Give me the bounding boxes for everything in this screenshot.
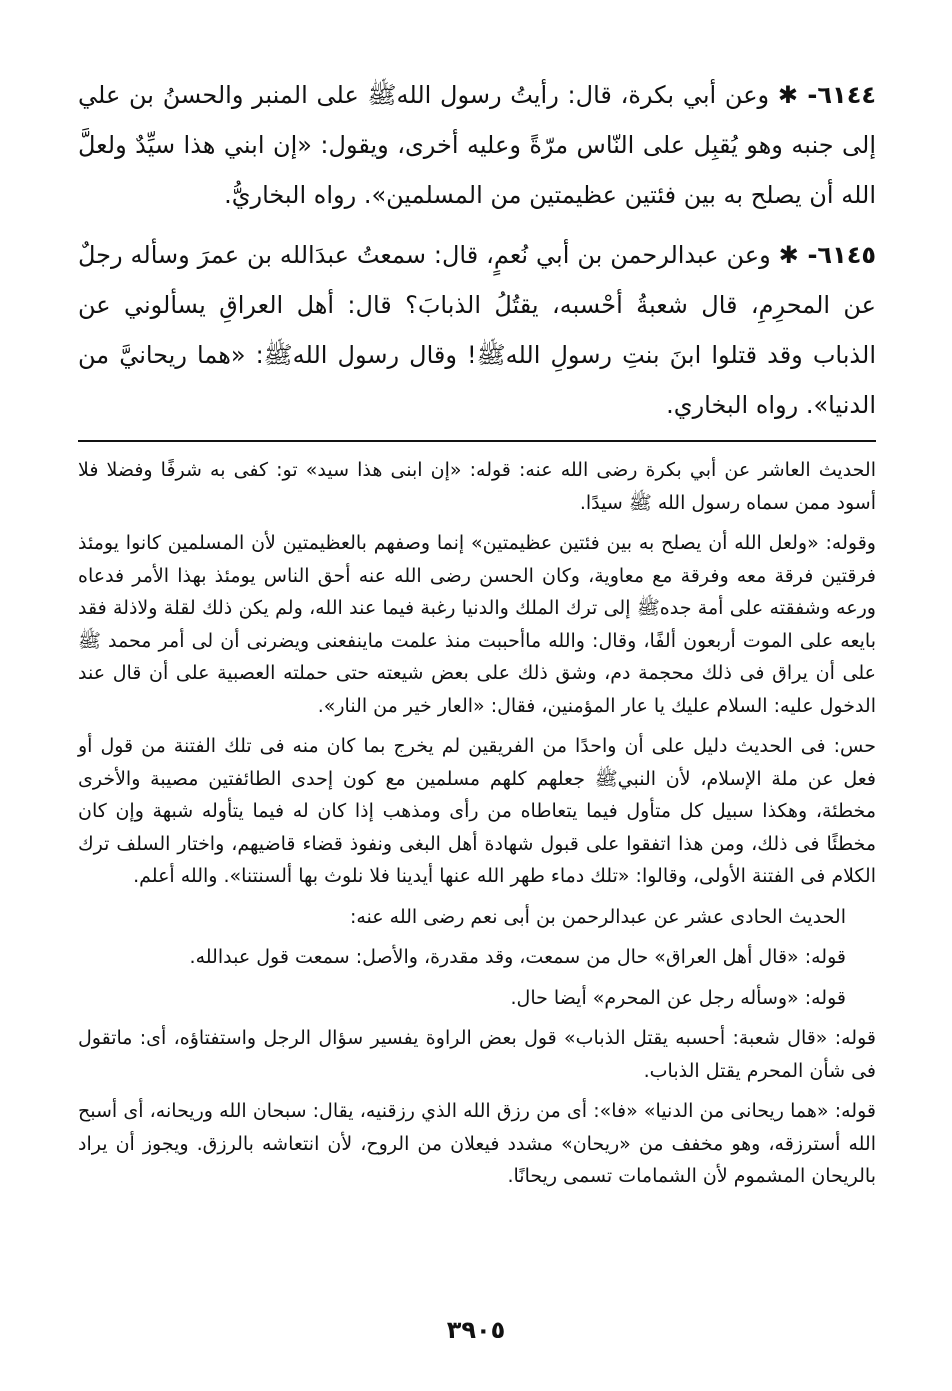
commentary-paragraph: وقوله: «ولعل الله أن يصلح به بين فئتين عظيمتين» إنما وصفهم بالعظيمتين لأن المسلمين كانوا يومئذ فرقتين فرقة معه وفرقة مع معاوية، وكان الحسن رضى الله عنه أحق الناس يومئذ بهذا الأمر فدعاه ورعه وشفقته على أمة جدهﷺ إلى ترك الملك والدنيا رغبة فيما عند الله، ولم يكن ذلك لقلة ولاذلة فقد بايعه على الموت أربعون ألفًا، وقال: والله ماأحببت منذ علمت ماينفعنى ويضرنى أن لى أمر محمد ﷺ على أن يراق فى ذلك محجمة دم، وشق ذلك على بعض شيعته حتى حملته العصبية على أن قال عند الدخول عليه: السلام عليك يا عار المؤمنين، فقال: «العار خير من النار».	[78, 532, 876, 717]
hadith-text: وعن عبدالرحمن بن أبي نُعمٍ، قال: سمعتُ عبدَالله بن عمرَ وسأله رجلٌ عن المحرِمِ، قال شعبةُ أحْسبه، يقتُلُ الذبابَ؟ قال: أهل العراقِ يسألوني عن الذباب وقد قتلوا ابنَ بنتِ رسولِ اللهﷺ! وقال رسول اللهﷺ: «هما ريحانيَّ من الدنيا». رواه البخاري.	[78, 241, 876, 419]
document-page	[78, 70, 876, 1201]
commentary-paragraph: الحديث الحادى عشر عن عبدالرحمن بن أبى نعم رضى الله عنه:	[349, 905, 846, 928]
commentary-paragraph: الحديث العاشر عن أبي بكرة رضى الله عنه: قوله: «إن ابنى هذا سيد» تو: كفى به شرفًا وفضلا فلا أسود ممن سماه رسول الله ﷺ سيدًا.	[78, 459, 876, 514]
commentary-section	[78, 454, 876, 1193]
commentary-paragraph: قوله: «قال شعبة: أحسبه يقتل الذباب» قول بعض الراوة يفسير سؤال الرجل واستفتاؤه، أى: ماتقول فى شأن المحرم يقتل الذباب.	[78, 1027, 876, 1082]
section-divider	[78, 440, 876, 442]
hadith-6144	[78, 70, 876, 220]
commentary-paragraph: قوله: «هما ريحانى من الدنيا» «فا»: أى من رزق الله الذي رزقنيه، يقال: سبحان الله وريحانه، أى أسبح الله أسترزقه، وهو مخفف من «ريحان» مشدد فيعلان من الروح، لأن انتعاشه بالرزق. ويجوز أن يراد بالريحان المشموم لأن الشمامات تسمى ريحانًا.	[78, 1100, 876, 1187]
commentary-paragraph: قوله: «وسأله رجل عن المحرم» أيضا حال.	[510, 986, 846, 1009]
hadith-text: وعن أبي بكرة، قال: رأيتُ رسول اللهﷺ على المنبر والحسنُ بن علي إلى جنبه وهو يُقبِل على النّاس مرّةً وعليه أخرى، ويقول: «إن ابني هذا سيِّدٌ ولعلَّ الله أن يصلح به بين فئتين عظيمتين من المسلمين». رواه البخاريُّ.	[78, 81, 876, 209]
page-number: ٣٩٠٥	[446, 1316, 506, 1344]
commentary-paragraph: قوله: «قال أهل العراق» حال من سمعت، وقد مقدرة، والأصل: سمعت قول عبدالله.	[189, 946, 846, 968]
hadith-number: ٦١٤٥- ✱	[778, 241, 877, 269]
hadith-number: ٦١٤٤- ✱	[777, 81, 876, 109]
hadith-6145	[78, 230, 876, 430]
commentary-paragraph: حس: فى الحديث دليل على أن واحدًا من الفريقين لم يخرج بما كان منه فى تلك الفتنة من قول أو فعل عن ملة الإسلام، لأن النبيﷺ جعلهم كلهم مسلمين مع كون إحدى الطائفتين مصيبة والأخرى مخطئة، وهكذا سبيل كل متأول فيما يتعاطاه من رأى ومذهب إذا كان له فيما يتأوله شبهة وإن كان مخطئًا فى ذلك، ومن هذا اتفقوا على قبول شهادة أهل البغى ونفوذ قضاء قاضيهم، واختار السلف ترك الكلام فى الفتنة الأولى، وقالوا: «تلك دماء طهر الله عنها أيدينا فلا نلوث بها ألسنتنا». والله أعلم.	[78, 735, 876, 887]
